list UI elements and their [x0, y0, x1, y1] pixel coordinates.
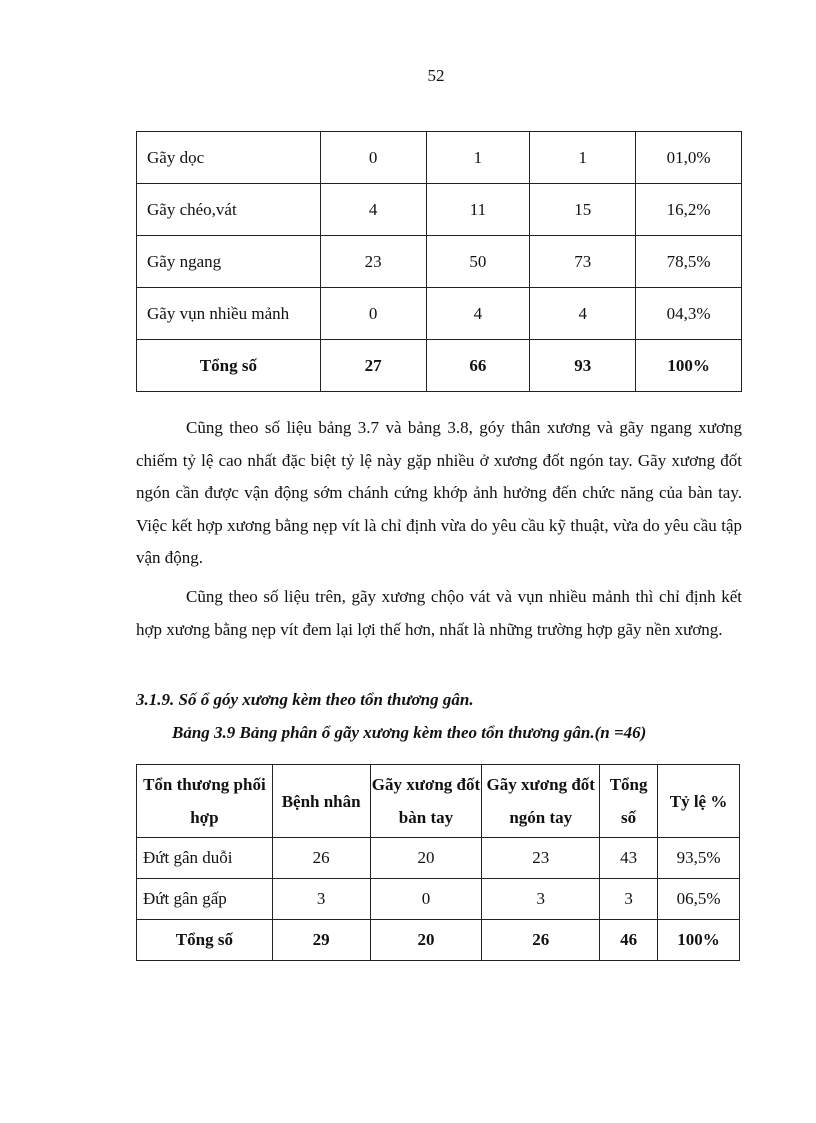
fracture-type-table: [136, 131, 742, 392]
table-cell: 27: [320, 340, 426, 392]
table-cell: 20: [370, 838, 482, 879]
table-row: [137, 184, 742, 236]
table-cell: 29: [272, 920, 370, 961]
column-header: Gãy xương đốt bàn tay: [370, 765, 482, 838]
page-number: 52: [427, 66, 445, 85]
table-cell: 100%: [636, 340, 742, 392]
table-cell: 0: [370, 879, 482, 920]
table-cell: 01,0%: [636, 132, 742, 184]
table-cell: 78,5%: [636, 236, 742, 288]
table-cell: 16,2%: [636, 184, 742, 236]
table-cell: Đứt gân duỗi: [137, 838, 273, 879]
table-cell: 23: [482, 838, 600, 879]
table-cell: 1: [426, 132, 530, 184]
table-cell: 66: [426, 340, 530, 392]
table-cell: 11: [426, 184, 530, 236]
table-header-row: [137, 765, 740, 838]
table-cell: 06,5%: [658, 879, 740, 920]
table-cell: 93,5%: [658, 838, 740, 879]
table-cell: 26: [482, 920, 600, 961]
body-paragraph: Cũng theo số liệu trên, gãy xương chộo vát và vụn nhiều mảnh thì chỉ định kết hợp xương bằng nẹp vít đem lại lợi thế hơn, nhất là những trường hợp gãy nền xương.: [136, 587, 742, 639]
table-total-row: [137, 920, 740, 961]
table-cell: 4: [426, 288, 530, 340]
table-row: [137, 288, 742, 340]
table-cell: 15: [530, 184, 636, 236]
tendon-injury-table: [136, 764, 740, 961]
column-header: Tổng số: [600, 765, 658, 838]
table-cell: 93: [530, 340, 636, 392]
table-cell: Gãy chéo,vát: [137, 184, 321, 236]
table-cell: 0: [320, 132, 426, 184]
column-header: Bệnh nhân: [272, 765, 370, 838]
table-total-row: [137, 340, 742, 392]
body-paragraph: Cũng theo số liệu bảng 3.7 và bảng 3.8, góy thân xương và gãy ngang xương chiếm tỷ lệ cao nhất đặc biệt tỷ lệ này gặp nhiều ở xương đốt ngón tay. Gãy xương đốt ngón cần được vận động sớm chánh cứng khớp ảnh hưởng đến chức năng của bàn tay. Việc kết hợp xương bằng nẹp vít là chỉ định vừa do yêu cầu kỹ thuật, vừa do yêu cầu tập vận động.: [136, 418, 742, 568]
table-cell: 50: [426, 236, 530, 288]
table-row: [137, 236, 742, 288]
table-cell: 4: [530, 288, 636, 340]
table-row: [137, 838, 740, 879]
table-caption: Bảng 3.9 Bảng phân ổ gãy xương kèm theo tổn thương gân.(n =46): [172, 723, 647, 742]
section-heading: 3.1.9. Số ổ góy xương kèm theo tổn thương gân.: [136, 690, 474, 709]
column-header: Tỷ lệ %: [658, 765, 740, 838]
table-cell: Đứt gân gấp: [137, 879, 273, 920]
table-cell: 0: [320, 288, 426, 340]
table-cell: 1: [530, 132, 636, 184]
table-cell: 04,3%: [636, 288, 742, 340]
table-cell: 23: [320, 236, 426, 288]
column-header: Tổn thương phối hợp: [137, 765, 273, 838]
table-row: [137, 132, 742, 184]
table-cell: 43: [600, 838, 658, 879]
table-cell: 4: [320, 184, 426, 236]
table-cell: 3: [272, 879, 370, 920]
table-cell: 73: [530, 236, 636, 288]
table-cell: 100%: [658, 920, 740, 961]
table-cell: 3: [482, 879, 600, 920]
table-row: [137, 879, 740, 920]
table-cell: 26: [272, 838, 370, 879]
table-cell: Gãy vụn nhiều mảnh: [137, 288, 321, 340]
table-cell: Gãy dọc: [137, 132, 321, 184]
table-cell: 46: [600, 920, 658, 961]
table-cell: 3: [600, 879, 658, 920]
table-cell: Tổng số: [137, 340, 321, 392]
table-cell: Tổng số: [137, 920, 273, 961]
table-cell: 20: [370, 920, 482, 961]
table-cell: Gãy ngang: [137, 236, 321, 288]
column-header: Gãy xương đốt ngón tay: [482, 765, 600, 838]
